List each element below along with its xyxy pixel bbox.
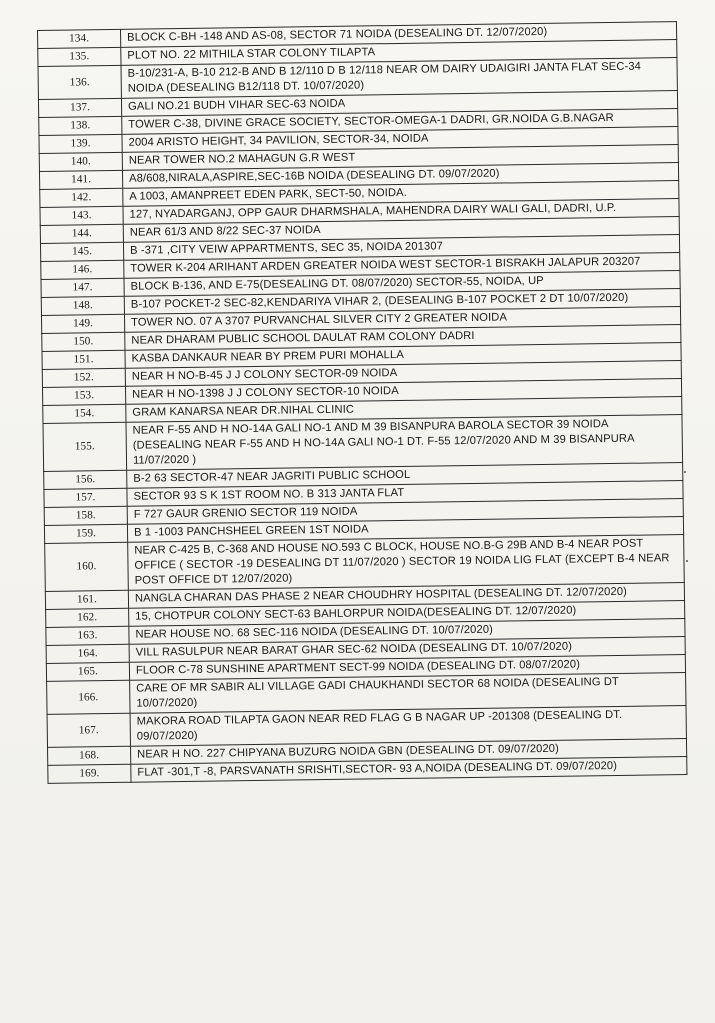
serial-number-cell: 167.: [47, 713, 130, 747]
serial-number-cell: 149.: [41, 314, 124, 333]
serial-number-cell: 160.: [45, 542, 129, 591]
address-cell: NEAR H NO-B-45 J J COLONY SECTOR-09 NOIDA: [125, 361, 681, 387]
address-cell: A8/608,NIRALA,ASPIRE,SEC-16B NOIDA (DESEALING DT. 09/07/2020): [122, 163, 678, 189]
address-cell: B-107 POCKET-2 SEC-82,KENDARIYA VIHAR 2, (DESEALING B-107 POCKET 2 DT 10/07/2020): [124, 289, 680, 315]
scan-speck: [686, 560, 688, 562]
address-cell: A 1003, AMANPREET EDEN PARK, SECT-50, NOIDA.: [123, 181, 679, 207]
address-cell: MAKORA ROAD TILAPTA GAON NEAR RED FLAG G B NAGAR UP -201308 (DESEALING DT. 09/07/2020): [130, 706, 686, 747]
address-cell: BLOCK B-136, AND E-75(DESEALING DT. 08/07/2020) SECTOR-55, NOIDA, UP: [124, 271, 680, 297]
address-cell: NANGLA CHARAN DAS PHASE 2 NEAR CHOUDHRY HOSPITAL (DESEALING DT. 12/07/2020): [128, 583, 684, 609]
serial-number-cell: 142.: [40, 188, 123, 207]
serial-number-cell: 138.: [39, 116, 122, 135]
address-cell: 15, CHOTPUR COLONY SECT-63 BAHLORPUR NOIDA(DESEALING DT. 12/07/2020): [129, 601, 685, 627]
address-cell: GRAM KANARSA NEAR DR.NIHAL CLINIC: [126, 397, 682, 423]
address-cell: CARE OF MR SABIR ALI VILLAGE GADI CHAUKHANDI SECTOR 68 NOIDA (DESEALING DT 10/07/2020): [130, 673, 686, 714]
serial-number-cell: 156.: [44, 470, 127, 489]
serial-number-cell: 162.: [46, 608, 129, 627]
address-cell: NEAR TOWER NO.2 MAHAGUN G.R WEST: [122, 145, 678, 171]
serial-number-cell: 165.: [46, 662, 129, 681]
address-cell: NEAR DHARAM PUBLIC SCHOOL DAULAT RAM COLONY DADRI: [125, 325, 681, 351]
address-cell: B-2 63 SECTOR-47 NEAR JAGRITI PUBLIC SCHOOL: [127, 463, 683, 489]
address-cell: NEAR H NO. 227 CHIPYANA BUZURG NOIDA GBN (DESEALING DT. 09/07/2020): [131, 739, 687, 765]
serial-number-cell: 161.: [45, 590, 128, 609]
serial-number-cell: 147.: [41, 278, 124, 297]
address-cell: NEAR H NO-1398 J J COLONY SECTOR-10 NOIDA: [125, 379, 681, 405]
scan-speck: [684, 471, 686, 473]
address-cell: SECTOR 93 S K 1ST ROOM NO. B 313 JANTA FLAT: [127, 481, 683, 507]
serial-number-cell: 163.: [46, 626, 129, 645]
address-cell: NEAR F-55 AND H NO-14A GALI NO-1 AND M 39 BISANPURA BAROLA SECTOR 39 NOIDA (DESEALING NEAR F-55 AND H NO-14A GALI NO-1 DT. F-55 12/07/2020 AND M 39 BISANPURA 11/07/2020 ): [126, 415, 683, 471]
serial-number-cell: 140.: [39, 152, 122, 171]
address-cell: B -371 ,CITY VEIW APPARTMENTS, SEC 35, NOIDA 201307: [123, 235, 679, 261]
serial-number-cell: 143.: [40, 206, 123, 225]
address-cell: FLOOR C-78 SUNSHINE APARTMENT SECT-99 NOIDA (DESEALING DT. 08/07/2020): [129, 655, 685, 681]
serial-number-cell: 141.: [39, 170, 122, 189]
address-cell: TOWER NO. 07 A 3707 PURVANCHAL SILVER CITY 2 GREATER NOIDA: [124, 307, 680, 333]
address-cell: KASBA DANKAUR NEAR BY PREM PURI MOHALLA: [125, 343, 681, 369]
serial-number-cell: 146.: [41, 260, 124, 279]
serial-number-cell: 145.: [40, 242, 123, 261]
address-cell: F 727 GAUR GRENIO SECTOR 119 NOIDA: [127, 499, 683, 525]
serial-number-cell: 152.: [42, 368, 125, 387]
address-cell: TOWER K-204 ARIHANT ARDEN GREATER NOIDA WEST SECTOR-1 BISRAKH JALAPUR 203207: [124, 253, 680, 279]
serial-number-cell: 155.: [43, 422, 127, 471]
address-cell: NEAR C-425 B, C-368 AND HOUSE NO.593 C BLOCK, HOUSE NO.B-G 29B AND B-4 NEAR POST OFFICE ( SECTOR -19 DESEALING DT 11/07/2020 ) SECTOR 19 NOIDA LIG FLAT (EXCEPT B-4 NEAR POST OFFICE DT 12/07/2020): [128, 535, 685, 591]
address-cell: NEAR 61/3 AND 8/22 SEC-37 NOIDA: [123, 217, 679, 243]
serial-number-cell: 159.: [44, 524, 127, 543]
serial-number-cell: 169.: [48, 764, 131, 783]
containment-zone-table: [37, 21, 687, 784]
serial-number-cell: 153.: [42, 386, 125, 405]
serial-number-cell: 135.: [38, 47, 121, 66]
serial-number-cell: 157.: [44, 488, 127, 507]
serial-number-cell: 134.: [38, 29, 121, 48]
serial-number-cell: 139.: [39, 134, 122, 153]
address-cell: GALI NO.21 BUDH VIHAR SEC-63 NOIDA: [121, 91, 677, 117]
address-cell: FLAT -301,T -8, PARSVANATH SRISHTI,SECTOR- 93 A,NOIDA (DESEALING DT. 09/07/2020): [131, 756, 687, 782]
serial-number-cell: 148.: [41, 296, 124, 315]
address-cell: PLOT NO. 22 MITHILA STAR COLONY TILAPTA: [121, 40, 677, 66]
serial-number-cell: 168.: [48, 746, 131, 765]
serial-number-cell: 164.: [46, 644, 129, 663]
serial-number-cell: 137.: [38, 98, 121, 117]
serial-number-cell: 136.: [38, 65, 121, 99]
serial-number-cell: 151.: [42, 350, 125, 369]
serial-number-cell: 144.: [40, 224, 123, 243]
serial-number-cell: 150.: [42, 332, 125, 351]
address-cell: NEAR HOUSE NO. 68 SEC-116 NOIDA (DESEALING DT. 10/07/2020): [129, 619, 685, 645]
address-cell: VILL RASULPUR NEAR BARAT GHAR SEC-62 NOIDA (DESEALING DT. 10/07/2020): [129, 637, 685, 663]
address-cell: B 1 -1003 PANCHSHEEL GREEN 1ST NOIDA: [127, 517, 683, 543]
serial-number-cell: 166.: [47, 680, 130, 714]
address-cell: 127, NYADARGANJ, OPP GAUR DHARMSHALA, MAHENDRA DAIRY WALI GALI, DADRI, U.P.: [123, 199, 679, 225]
serial-number-cell: 158.: [44, 506, 127, 525]
address-cell: B-10/231-A, B-10 212-B AND B 12/110 D B 12/118 NEAR OM DAIRY UDAIGIRI JANTA FLAT SEC-34 NOIDA (DESEALING B12/118 DT. 10/07/2020): [121, 58, 677, 99]
address-cell: 2004 ARISTO HEIGHT, 34 PAVILION, SECTOR-34, NOIDA: [122, 127, 678, 153]
address-cell: BLOCK C-BH -148 AND AS-08, SECTOR 71 NOIDA (DESEALING DT. 12/07/2020): [120, 22, 676, 48]
serial-number-cell: 154.: [43, 404, 126, 423]
address-cell: TOWER C-38, DIVINE GRACE SOCIETY, SECTOR-OMEGA-1 DADRI, GR.NOIDA G.B.NAGAR: [122, 109, 678, 135]
